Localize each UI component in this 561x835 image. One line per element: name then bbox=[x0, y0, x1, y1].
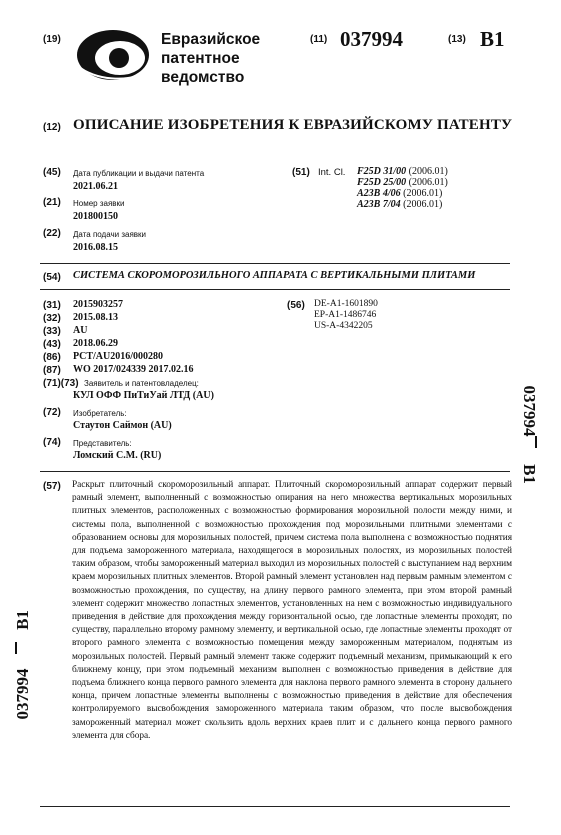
divider bbox=[535, 436, 537, 448]
inid-code-86: (86) bbox=[43, 352, 61, 363]
publication-date-label: Дата публикации и выдачи патента bbox=[73, 169, 205, 178]
side-kind-code: B1 bbox=[520, 464, 539, 484]
inventor-name: Стаутон Саймон (AU) bbox=[73, 420, 172, 431]
divider bbox=[40, 263, 510, 264]
office-line-2: патентное bbox=[161, 50, 240, 67]
application-number-label: Номер заявки bbox=[73, 199, 125, 208]
inid-code-56: (56) bbox=[287, 300, 305, 311]
ipc-year: (2006.01) bbox=[403, 188, 443, 199]
pct-publication: WO 2017/024339 2017.02.16 bbox=[73, 364, 194, 375]
side-patent-number: 037994 bbox=[520, 385, 539, 437]
document-title: ОПИСАНИЕ ИЗОБРЕТЕНИЯ К ЕВРАЗИЙСКОМУ ПАТЕНТУ bbox=[73, 117, 513, 133]
ipc-list bbox=[357, 166, 448, 210]
ipc-entry bbox=[357, 199, 448, 210]
citations-list bbox=[314, 299, 378, 332]
inid-code-31: (31) bbox=[43, 300, 61, 311]
inid-code-13: (13) bbox=[448, 34, 466, 45]
inid-code-32: (32) bbox=[43, 313, 61, 324]
filing-date-label: Дата подачи заявки bbox=[73, 230, 147, 239]
ipc-year: (2006.01) bbox=[403, 199, 443, 210]
filing-date: 2016.08.15 bbox=[73, 242, 118, 253]
ipc-year: (2006.01) bbox=[408, 166, 448, 177]
inid-code-19: (19) bbox=[43, 34, 61, 45]
priority-country: AU bbox=[73, 325, 88, 336]
ipc-class: F25D 25/00 bbox=[357, 177, 407, 188]
inid-code-57: (57) bbox=[43, 481, 61, 492]
inid-code-51: (51) bbox=[292, 167, 310, 178]
inid-code-72: (72) bbox=[43, 407, 61, 418]
abstract-text: Раскрыт плиточный скороморозильный аппарат. Плиточный скороморозильный аппарат содержит первый рамный элемент, выполненный с возможностью опирания на него множества вертикальных морозильных плитных элементов, расположенных с возможностью формирования морозильной полости между ними, и системы пола, выполненной с возможностью прохождения под морозильными плитными элементами с образованием основы для морозильных полостей, причем система пола выполнена с возможностью поднятия для подъема замороженного материала, находящегося в морозильных полостях, из морозильных полостей таким образом, чтобы замороженный материал выходил из морозильных полостей с выступанием над верхним краем морозильных плитных элементов. Второй рамный элемент установлен над первым рамным элементом с возможностью прохождения, по существу, на длину первого рамного элемента, при этом второй рамный элемент содержит множество лопастных элементов, установленных на нем с возможностью индивидуального приведения в действие для прохождения между горизонтальной осью, где лопастные элементы проходят, по существу, параллельно второму рамному элементу, и вертикальной осью, где лопастные элементы проходят от второго рамного элемента с возможностью помещения между замороженным материалом, поднятым из морозильных полостей. Первый рамный элемент также содержит подъемный механизм, примыкающий к его ближнему концу, при этом подъемный механизм выполнен с возможностью приведения в действие для подъема ближнего конца первого рамного элемента для наклона первого рамного элемента в сторону дальнего конца, причем лопастные элементы выполнены с возможностью приведения в действие для обеспечения контролируемого высвобождения замороженного материала таким образом, что после высвобождения замороженный материал может скользить вдоль верхних краев плит и с дальнего конца первого рамного элемента для сбора. bbox=[72, 480, 512, 741]
invention-title: СИСТЕМА СКОРОМОРОЗИЛЬНОГО АППАРАТА С ВЕРТИКАЛЬНЫМИ ПЛИТАМИ bbox=[73, 270, 476, 281]
representative-label: Представитель: bbox=[73, 439, 132, 448]
citation-item: US-A-4342205 bbox=[314, 321, 373, 331]
kind-code: B1 bbox=[480, 27, 505, 51]
ipc-entry bbox=[357, 177, 448, 188]
application-number: 201800150 bbox=[73, 211, 118, 222]
ipc-label: Int. Cl. bbox=[318, 167, 346, 178]
office-line-1: Евразийское bbox=[161, 31, 261, 48]
ipc-class: A23B 4/06 bbox=[357, 188, 401, 199]
eapo-logo-icon bbox=[74, 28, 152, 82]
inid-code-11: (11) bbox=[310, 34, 328, 45]
side-label-right bbox=[512, 368, 546, 490]
publication-date: 2021.06.21 bbox=[73, 181, 118, 192]
inid-code-33: (33) bbox=[43, 326, 61, 337]
office-name bbox=[161, 30, 260, 87]
application-publication-date: 2018.06.29 bbox=[73, 338, 118, 349]
ipc-entry bbox=[357, 188, 448, 199]
ipc-class: A23B 7/04 bbox=[357, 199, 401, 210]
inid-code-87: (87) bbox=[43, 365, 61, 376]
inid-code-74: (74) bbox=[43, 437, 61, 448]
ipc-year: (2006.01) bbox=[408, 177, 448, 188]
inid-code-43: (43) bbox=[43, 339, 61, 350]
applicant-name: КУЛ ОФФ ПиТиУай ЛТД (AU) bbox=[73, 390, 214, 401]
inventor-label: Изобретатель: bbox=[73, 409, 127, 418]
inid-code-12: (12) bbox=[43, 122, 61, 133]
divider bbox=[15, 642, 17, 654]
inid-code-21: (21) bbox=[43, 197, 61, 208]
pct-application: PCT/AU2016/000280 bbox=[73, 351, 163, 362]
ipc-entry bbox=[357, 166, 448, 177]
ipc-class: F25D 31/00 bbox=[357, 166, 407, 177]
side-patent-number: 037994 bbox=[13, 668, 32, 720]
inid-code-22: (22) bbox=[43, 228, 61, 239]
divider bbox=[40, 289, 510, 290]
inid-code-45: (45) bbox=[43, 167, 61, 178]
applicant-label: Заявитель и патентовладелец: bbox=[84, 379, 199, 388]
citation-item: EP-A1-1486746 bbox=[314, 310, 377, 320]
divider bbox=[40, 806, 510, 807]
office-line-3: ведомство bbox=[161, 69, 245, 86]
side-label-left bbox=[6, 600, 40, 750]
side-kind-code: B1 bbox=[13, 610, 32, 630]
inid-code-54: (54) bbox=[43, 272, 61, 283]
divider bbox=[40, 471, 510, 472]
patent-number: 037994 bbox=[340, 27, 403, 51]
priority-number: 2015903257 bbox=[73, 299, 123, 310]
citation-item: DE-A1-1601890 bbox=[314, 299, 378, 309]
inid-code-71-73: (71)(73) bbox=[43, 378, 79, 389]
representative-name: Ломский С.М. (RU) bbox=[73, 450, 162, 461]
priority-date: 2015.08.13 bbox=[73, 312, 118, 323]
